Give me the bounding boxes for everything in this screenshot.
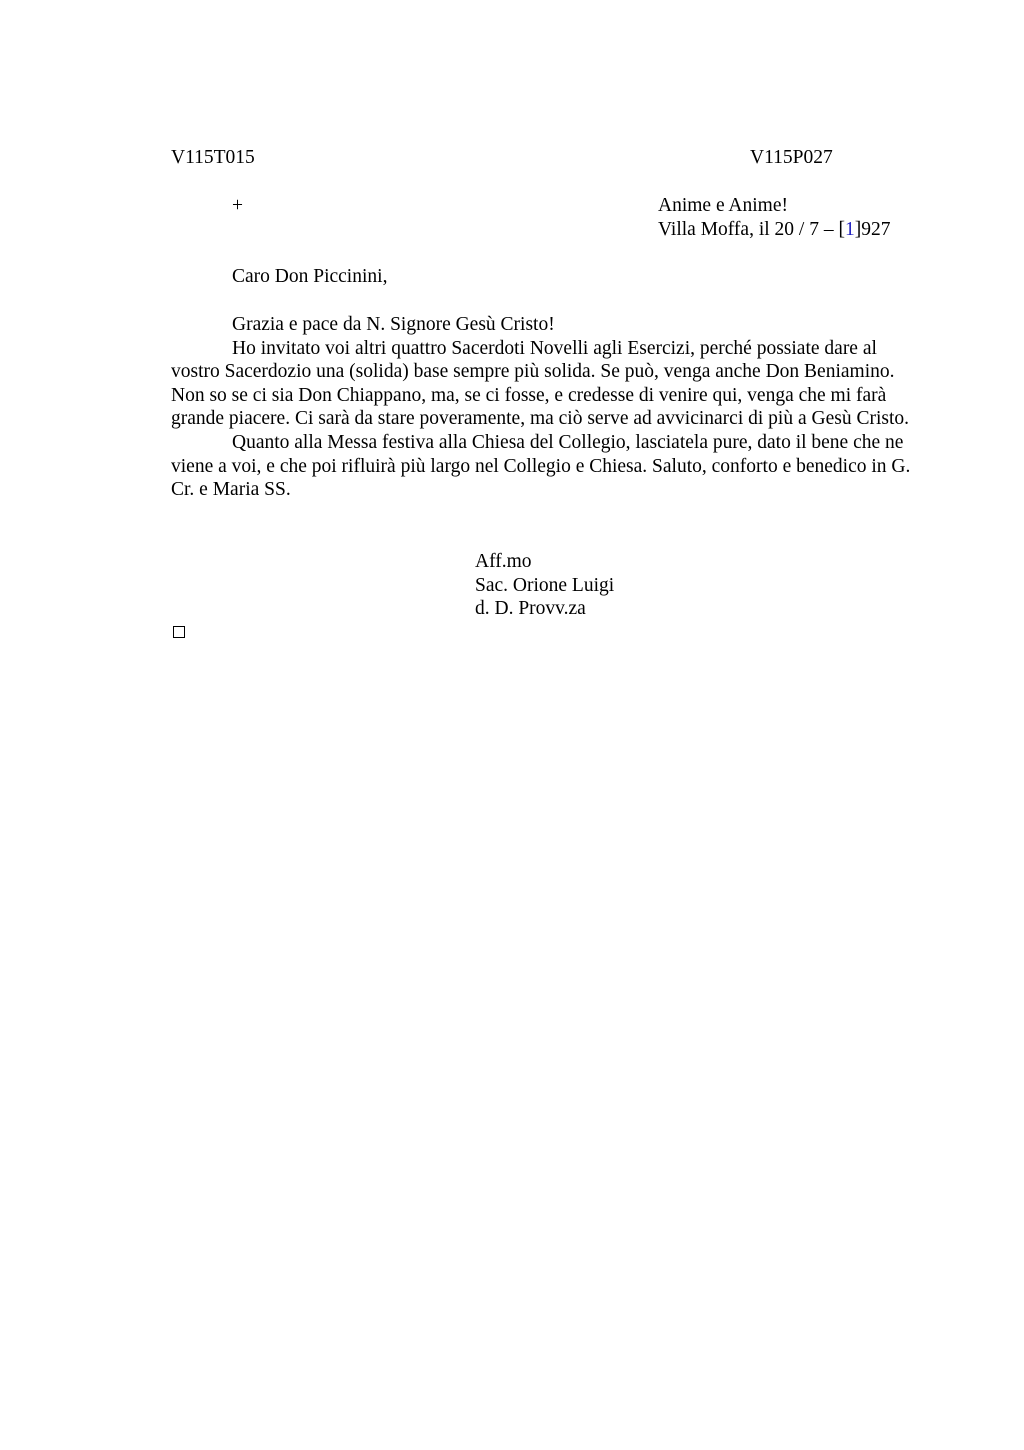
end-of-document-box-icon [173,626,185,638]
place-date-suffix: ]927 [854,218,891,240]
place-date-reference: 1 [844,218,855,240]
document-code-right: V115P027 [750,147,833,168]
place-date [658,218,890,242]
paragraph-mass: Quanto alla Messa festiva alla Chiesa del Collegio, lasciatela pure, dato il bene che ne viene a voi, e che poi rifluirà più largo nel Collegio e Chiesa. Saluto, conforto e benedico in G. Cr. e Maria SS. [171,431,911,501]
signature-name: Sac. Orione Luigi [475,574,615,596]
cross-symbol: + [232,195,243,216]
document-code-left: V115T015 [171,147,255,168]
signature-closing: Aff.mo [475,551,532,572]
paragraph-invitation: Ho invitato voi altri quattro Sacerdoti Novelli agli Esercizi, perché possiate dare al vostro Sacerdozio una (solida) base sempre più solida. Se può, venga anche Don Beniamino. Non so se ci sia Don Chiappano, ma, se ci fosse, e credesse di venire qui, venga che mi farà grande piacere. Ci sarà da stare poveramente, ma ciò serve ad avvicinarci di più a Gesù Cristo. [171,337,909,430]
paragraph-greeting: Grazia e pace da N. Signore Gesù Cristo! [232,314,555,335]
letter-body [171,313,921,502]
place-date-prefix: Villa Moffa, il 20 / 7 – [ [658,218,845,240]
letter-header [658,194,890,241]
signature-title: d. D. Provv.za [475,598,586,620]
salutation: Caro Don Piccinini, [232,266,388,287]
motto: Anime e Anime! [658,195,788,216]
signature-block [475,550,614,621]
